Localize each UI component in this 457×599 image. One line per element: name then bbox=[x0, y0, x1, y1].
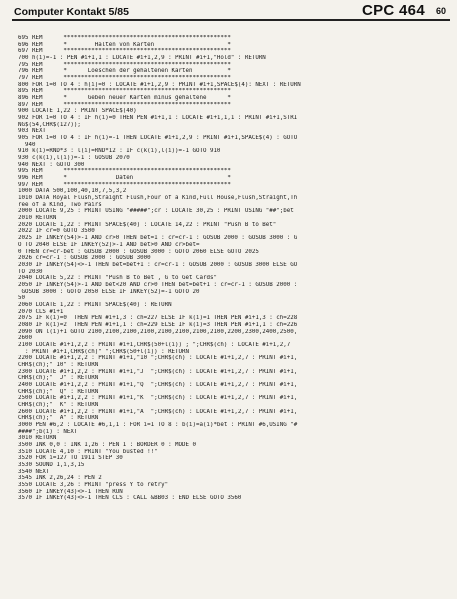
code-line: CHR$(ch);" Q" : RETURN bbox=[18, 388, 99, 395]
code-line: 940 bbox=[18, 141, 36, 148]
code-line: 0 THEN cr=cr-bet : GOSUB 2000 : GOSUB 3000 : GOTO 2060 ELSE GOTO 2025 bbox=[18, 248, 259, 255]
code-line: 896 REM * Geben neuer Karten minus gehaltene * bbox=[18, 95, 231, 102]
code-line: 2100 LOCATE #i+1,2,2 : PRINT #i+1,CHR$(50+l(i)) ; ";CHR$(ch) : LOCATE #i+1,2,7 bbox=[18, 341, 291, 348]
code-line: 1000 DATA 500,100,40,10,7,5,3,2 bbox=[18, 188, 127, 195]
code-line: CHR$(ch);" J" : RETURN bbox=[18, 375, 99, 382]
code-line: ####";b(i) : NEXT bbox=[18, 428, 78, 435]
code-line: 2000 LOCATE 9,25 : PRINT USING "#####";cr : LOCATE 30,25 : PRINT USING "##";bet bbox=[18, 208, 294, 215]
code-line: 2090 ON l(i)+1 GOTO 2100,2100,2100,2100,2100,2100,2100,2100,2200,2300,2400,2500, bbox=[18, 328, 298, 335]
code-line: 2050 IF INKEY(54)>-1 AND bet<20 AND cr>0 THEN bet=bet+1 : cr=cr-1 : GOSUB 2000 : bbox=[18, 281, 298, 288]
code-line: 905 FOR i=0 TO 4 : IF h(i)=-1 THEN LOCATE #i+1,2,9 : PRINT #i+1,SPACE$(4) : GOTO bbox=[18, 135, 298, 142]
code-line: 2080 IF k(i)=2 THEN PEN #i+1,1 : ch=229 ELSE IF k(i)=3 THEN PEN #i+1,1 : ch=226 bbox=[18, 321, 298, 328]
code-line: 3550 LOCATE 3,26 : PRINT "press Y to retry" bbox=[18, 482, 169, 489]
code-line: 3530 SOUND 1,i,3,15 bbox=[18, 462, 85, 468]
code-line: 3545 INK 2,26,24 : PEN 2 bbox=[18, 475, 102, 482]
code-line: CHR$(ch);" 10" : RETURN bbox=[18, 361, 99, 368]
code-line: ree of a Kind, Two Pairs bbox=[18, 201, 102, 208]
code-line: 2400 LOCATE #i+1,2,2 : PRINT #i+1,"Q ";CHR$(ch) : LOCATE #i+1,2,7 : PRINT #i+1, bbox=[18, 381, 298, 388]
code-line: 995 REM ************************************************ bbox=[18, 168, 231, 175]
magazine-name: Computer Kontakt 5/85 bbox=[14, 6, 129, 18]
code-line: 3010 RETURN bbox=[18, 435, 57, 442]
code-line: 796 REM * Loeschen der gehaltenen Karten * bbox=[18, 68, 231, 75]
code-line: 930 c(k(i),l(i))=-1 : GOSUB 2070 bbox=[18, 155, 130, 162]
code-line: 3520 FOR i=127 TO 1911 STEP 30 bbox=[18, 455, 123, 462]
page-title: CPC 464 bbox=[362, 2, 425, 19]
code-line: 2600 bbox=[18, 335, 32, 342]
code-line: NG$(54,CHR$(127)); bbox=[18, 121, 81, 128]
code-line: GOSUB 3000 : GOTO 2050 ELSE IF INKEY(52)=-1 GOTO 20 bbox=[18, 288, 200, 295]
code-line: 2060 LOCATE 1,22 : PRINT SPACE$(40) : RETURN bbox=[18, 301, 172, 308]
header-rule bbox=[12, 19, 450, 21]
code-line: : PRINT #i+1,CHR$(ch)" ";CHR$(50+l(i)) : RETURN bbox=[18, 348, 190, 355]
code-line: 3000 PEN #6,2 : LOCATE #6,1,1 : FOR i=1 TO 8 : b(i)=a(i)*bet : PRINT #6,USING "# bbox=[18, 421, 298, 428]
code-line: 697 REM ************************************************ bbox=[18, 48, 231, 55]
code-line: 903 NEXT bbox=[18, 128, 46, 135]
code-line: 2040 LOCATE 5,22 : PRINT "Push B to Bet , G to Get Cards" bbox=[18, 275, 217, 282]
code-line: 696 REM * Halten von Karten * bbox=[18, 41, 231, 48]
code-line: 2010 RETURN bbox=[18, 215, 57, 222]
code-line: 2026 cr=cr-1 : GOSUB 2000 : GOSUB 3000 bbox=[18, 255, 151, 262]
code-line: 940 NEXT : GOTO 300 bbox=[18, 161, 85, 168]
code-line: 795 REM ************************************************ bbox=[18, 61, 231, 68]
code-line: 902 FOR i=0 TO 4 : IF h(i)=0 THEN PEN #i+1,1 : LOCATE #i+1,1,1 : PRINT #i+1,STRI bbox=[18, 115, 298, 122]
code-line: 3570 IF INKEY(43)<>-1 THEN CLS : CALL &BB03 : END ELSE GOTO 3560 bbox=[18, 495, 242, 502]
code-line: O TO 2040 ELSE IF INKEY(52)>-1 AND bet>0 AND cr>bet= bbox=[18, 241, 200, 248]
code-line: 2022 IF cr=0 GOTO 3500 bbox=[18, 228, 95, 235]
code-line: 700 h(i)=-1 : PEN #i+1,1 : LOCATE #i+1,2,9 : PRINT #i+1,"Hold" : RETURN bbox=[18, 55, 266, 62]
code-line: 797 REM ************************************************ bbox=[18, 75, 231, 82]
code-line: 2600 LOCATE #i+1,2,2 : PRINT #i+1,"A ";CHR$(ch) : LOCATE #i+1,2,7 : PRINT #i+1, bbox=[18, 408, 298, 415]
code-line: 3540 NEXT bbox=[18, 468, 50, 475]
page-number: 60 bbox=[436, 6, 447, 16]
code-line: 1010 DATA Royal Flush,Straight Flush,Four of a Kind,Full House,Flush,Straight,Th bbox=[18, 195, 298, 202]
code-line: 997 REM ************************************************ bbox=[18, 181, 231, 188]
basic-listing bbox=[18, 35, 450, 502]
code-line: 2025 IF INKEY(54)>-1 AND cr>0 THEN bet=1 : cr=cr-1 : GOSUB 2000 : GOSUB 3000 : G bbox=[18, 235, 298, 242]
code-line: 800 FOR i=0 TO 4 : h(i)=0 : LOCATE #i+1,2,9 : PRINT #i+1,SPACE$(4): NEXT : RETURN bbox=[18, 81, 301, 88]
code-line: 2300 LOCATE #i+1,2,2 : PRINT #i+1,"J ";CHR$(ch) : LOCATE #i+1,2,7 : PRINT #i+1, bbox=[18, 368, 298, 375]
page-header bbox=[0, 0, 457, 32]
code-line: 2020 LOCATE 1,22 : PRINT SPACE$(40) : LOCATE 14,22 : PRINT "Push B to Bet" bbox=[18, 221, 277, 228]
code-line: 695 REM ************************************************ bbox=[18, 35, 231, 41]
code-line: 2500 LOCATE #i+1,2,2 : PRINT #i+1,"K ";CHR$(ch) : LOCATE #i+1,2,7 : PRINT #i+1, bbox=[18, 395, 298, 402]
code-line: 2070 CLS #i+1 bbox=[18, 308, 64, 315]
code-line: 3500 INK 0,0 : INK 1,26 : PEN 1 : BORDER 0 : MODE 0 bbox=[18, 441, 196, 448]
code-line: CHR$(ch);" K" : RETURN bbox=[18, 401, 99, 408]
code-line: 3560 IF INKEY(43)<>-1 THEN RUN bbox=[18, 488, 123, 495]
code-line: 900 LOCATE 1,22 : PRINT SPACE$(40) bbox=[18, 108, 137, 115]
code-line: 3510 LOCATE 4,10 : PRINT "You busted !!" bbox=[18, 448, 158, 455]
code-line: 996 REM * Daten * bbox=[18, 175, 231, 182]
code-line: CHR$(ch);" A" : RETURN bbox=[18, 415, 99, 422]
code-line: 2075 IF k(i)=0 THEN PEN #i+1,3 : ch=227 ELSE IF k(i)=1 THEN PEN #i+1,3 : ch=228 bbox=[18, 315, 298, 322]
code-line: 2030 IF INKEY(54)<>-1 THEN bet=bet+1 : cr=cr-1 : GOSUB 2000 : GOSUB 3000 ELSE GO bbox=[18, 261, 298, 268]
code-line: 50 bbox=[18, 295, 25, 302]
code-line: 910 k(i)=RND*3 : l(i)=RND*12 : IF c(k(i),l(i))=-1 GOTO 910 bbox=[18, 148, 221, 155]
code-line: TO 2030 bbox=[18, 268, 43, 275]
code-line: 2200 LOCATE #i+1,2,2 : PRINT #i+1,"10 ";CHR$(ch) : LOCATE #i+1,2,7 : PRINT #i+1, bbox=[18, 355, 298, 362]
code-line: 895 REM ************************************************ bbox=[18, 88, 231, 95]
code-line: 897 REM ************************************************ bbox=[18, 101, 231, 108]
